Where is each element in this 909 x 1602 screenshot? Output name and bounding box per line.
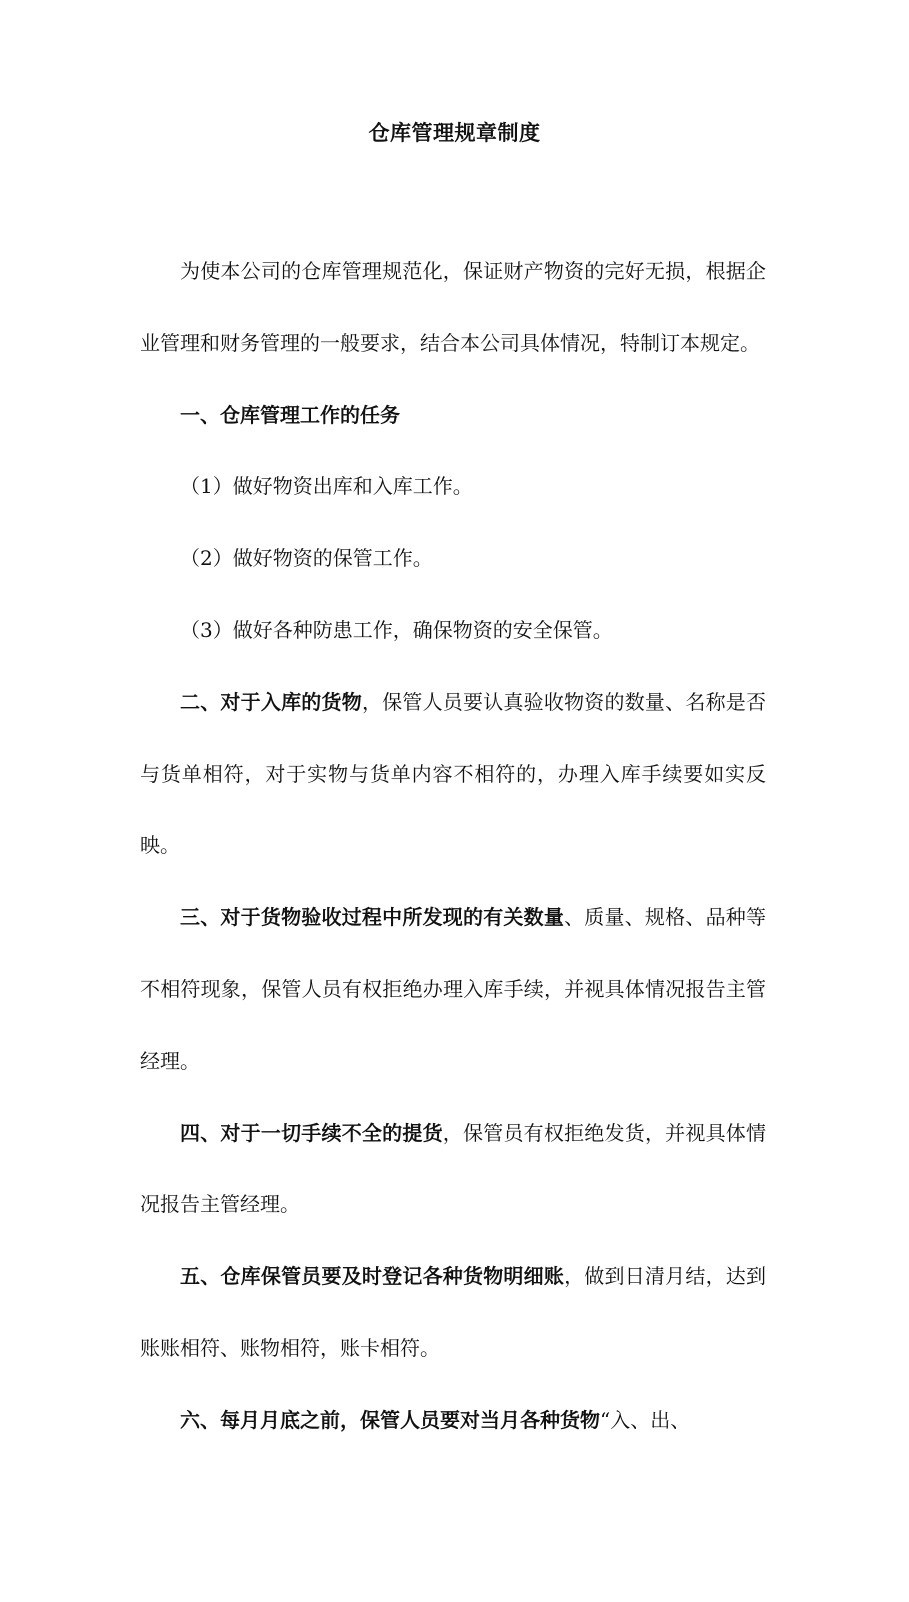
document-title: 仓库管理规章制度 xyxy=(368,121,541,145)
section-text: ，保管人员要认真验收物资的数量、名称是否与货单相符，对于实物与货单内容不相符的，办理入库手续要如实反映。 xyxy=(140,689,767,858)
section-text: “入、出、 xyxy=(600,1407,691,1432)
section-2-paragraph xyxy=(140,667,766,882)
section-3-paragraph xyxy=(140,882,766,1097)
section-1-item-1: （1）做好物资出库和入库工作。 xyxy=(180,474,473,499)
section-text: ，做到日清月结，达到账账相符、账物相符，账卡相符。 xyxy=(140,1264,767,1360)
intro-paragraph: 为使本公司的仓库管理规范化，保证财产物资的完好无损，根据企业管理和财务管理的一般要求，结合本公司具体情况，特制订本规定。 xyxy=(140,259,766,355)
section-heading: 一、仓库管理工作的任务 xyxy=(180,402,400,427)
section-4-paragraph xyxy=(140,1098,766,1242)
section-6-paragraph xyxy=(140,1385,766,1457)
section-text: 、质量、规格、品种等不相符现象，保管人员有权拒绝办理入库手续，并视具体情况报告主管经理。 xyxy=(140,905,767,1073)
section-heading: 二、对于入库的货物 xyxy=(180,689,362,714)
section-heading: 三、对于货物验收过程中所发现的有关数量 xyxy=(180,905,565,930)
section-5-paragraph xyxy=(140,1241,766,1385)
section-text: ，保管员有权拒绝发货，并视具体情况报告主管经理。 xyxy=(140,1120,767,1217)
section-heading: 四、对于一切手续不全的提货 xyxy=(180,1120,443,1145)
document-body xyxy=(140,236,766,1457)
section-1-heading xyxy=(140,380,766,452)
section-1-item-2: （2）做好物资的保管工作。 xyxy=(180,546,433,571)
section-heading: 五、仓库保管员要及时登记各种货物明细账 xyxy=(180,1264,565,1289)
section-1-item-3: （3）做好各种防患工作，确保物资的安全保管。 xyxy=(180,617,613,642)
section-heading: 六、每月月底之前，保管人员要对当月各种货物 xyxy=(180,1407,600,1432)
